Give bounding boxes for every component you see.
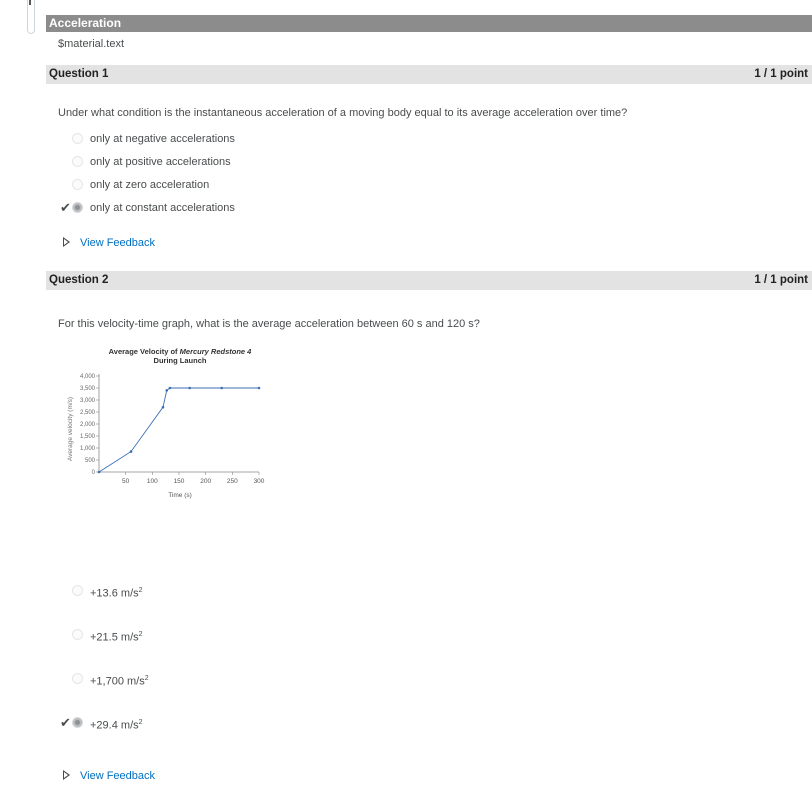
- chart-x-tick-label: 50: [122, 478, 130, 485]
- question-2-text: For this velocity-time graph, what is the average acceleration between 60 s and 120 s?: [58, 318, 480, 330]
- option-exponent: 2: [138, 587, 143, 594]
- chart-data-point: [169, 387, 172, 390]
- question-1-points: 1 / 1 point: [754, 68, 808, 80]
- chart-data-point: [188, 387, 191, 390]
- checkmark-icon: ✔: [60, 715, 71, 730]
- chart-y-tick-label: 2,500: [79, 410, 95, 417]
- chart-y-tick-label: 3,000: [79, 398, 95, 405]
- option-label: only at negative accelerations: [90, 133, 235, 145]
- chart-data-point: [162, 406, 165, 409]
- question-2-title: Question 2: [49, 274, 109, 286]
- chart-y-tick-label: 2,000: [79, 422, 95, 429]
- view-feedback-link[interactable]: View Feedback: [80, 237, 156, 249]
- question-1-text: Under what condition is the instantaneous acceleration of a moving body equal to its average acceleration over time?: [58, 107, 628, 119]
- question-1-header: [46, 65, 812, 84]
- chart-axes: [80, 374, 265, 485]
- chart-y-tick-label: 3,500: [79, 386, 95, 393]
- option-label: only at constant accelerations: [90, 202, 235, 214]
- option-unit: m/s: [120, 719, 139, 732]
- chart-marks: [98, 387, 261, 474]
- view-feedback-link[interactable]: View Feedback: [80, 770, 156, 782]
- question-2-option-3[interactable]: [60, 671, 660, 687]
- chart-title-line-2: During Launch: [153, 356, 207, 365]
- option-value: +1,700: [90, 675, 124, 688]
- option-value: +13.6: [90, 587, 118, 600]
- chart-data-point: [130, 450, 133, 453]
- radio-button[interactable]: [72, 179, 83, 190]
- question-2-option-4[interactable]: [60, 715, 660, 731]
- option-exponent: 2: [138, 631, 143, 638]
- option-label: only at positive accelerations: [90, 156, 231, 168]
- radio-button[interactable]: [72, 585, 83, 596]
- question-1-option-2[interactable]: [60, 154, 660, 170]
- chart-y-tick-label: 0: [91, 470, 95, 477]
- option-exponent: 2: [138, 719, 143, 726]
- question-2-option-1[interactable]: [60, 583, 660, 599]
- option-unit: m/s: [127, 675, 145, 688]
- chart-title-line-1: [109, 347, 253, 356]
- radio-button-selected[interactable]: [72, 202, 83, 213]
- option-label: only at zero acceleration: [90, 179, 210, 191]
- chart-title-italic: Mercury Redstone 4: [179, 347, 252, 356]
- radio-button[interactable]: [72, 673, 83, 684]
- chart-y-axis-label: Average velocity (m/s): [67, 396, 74, 462]
- option-label: [90, 671, 149, 690]
- chart-y-tick-label: 1,500: [79, 434, 95, 441]
- radio-button[interactable]: [72, 156, 83, 167]
- chart-data-point: [165, 389, 168, 392]
- chart-x-tick-label: 200: [200, 478, 212, 485]
- question-2-option-2[interactable]: [60, 627, 660, 643]
- chart-data-point: [98, 471, 101, 474]
- page-edge-mark: [29, 0, 31, 5]
- chart-x-axis-label: Time (s): [168, 492, 192, 499]
- radio-button-selected[interactable]: [72, 717, 83, 728]
- chart-x-tick-label: 300: [253, 478, 265, 485]
- chart-data-point: [220, 387, 223, 390]
- triangle-right-icon: [63, 237, 70, 247]
- chart-x-tick-label: 150: [173, 478, 185, 485]
- chart-y-tick-label: 500: [84, 458, 95, 465]
- question-2-points: 1 / 1 point: [754, 274, 808, 286]
- triangle-right-icon: [63, 770, 70, 780]
- radio-button[interactable]: [72, 629, 83, 640]
- option-label: [90, 583, 143, 602]
- chart-x-tick-label: 250: [226, 478, 238, 485]
- section-title: Acceleration: [46, 15, 812, 32]
- question-1-option-1[interactable]: [60, 131, 660, 147]
- question-1-view-feedback[interactable]: [63, 236, 155, 249]
- material-text: $material.text: [58, 38, 125, 50]
- option-label: [90, 715, 143, 734]
- option-unit: m/s: [120, 631, 139, 644]
- checkmark-icon: ✔: [60, 200, 71, 215]
- question-1-option-3[interactable]: [60, 177, 660, 193]
- option-value: +29.4: [90, 719, 118, 732]
- chart-data-point: [258, 387, 261, 390]
- chart-svg: [60, 344, 280, 504]
- question-1-option-4[interactable]: [60, 200, 660, 216]
- question-2-view-feedback[interactable]: [63, 769, 155, 782]
- chart-title-prefix: Average Velocity of: [108, 347, 180, 356]
- chart-y-tick-label: 4,000: [79, 374, 95, 381]
- velocity-time-chart: [60, 344, 280, 504]
- option-unit: m/s: [120, 587, 139, 600]
- page-edge: [27, 0, 35, 34]
- chart-y-tick-label: 1,000: [79, 446, 95, 453]
- chart-series-line: [99, 388, 259, 472]
- chart-x-tick-label: 100: [146, 478, 158, 485]
- question-2-header: [46, 271, 812, 290]
- option-exponent: 2: [144, 675, 149, 682]
- question-1-title: Question 1: [49, 68, 109, 80]
- option-value: +21.5: [90, 631, 118, 644]
- radio-button[interactable]: [72, 133, 83, 144]
- option-label: [90, 627, 143, 646]
